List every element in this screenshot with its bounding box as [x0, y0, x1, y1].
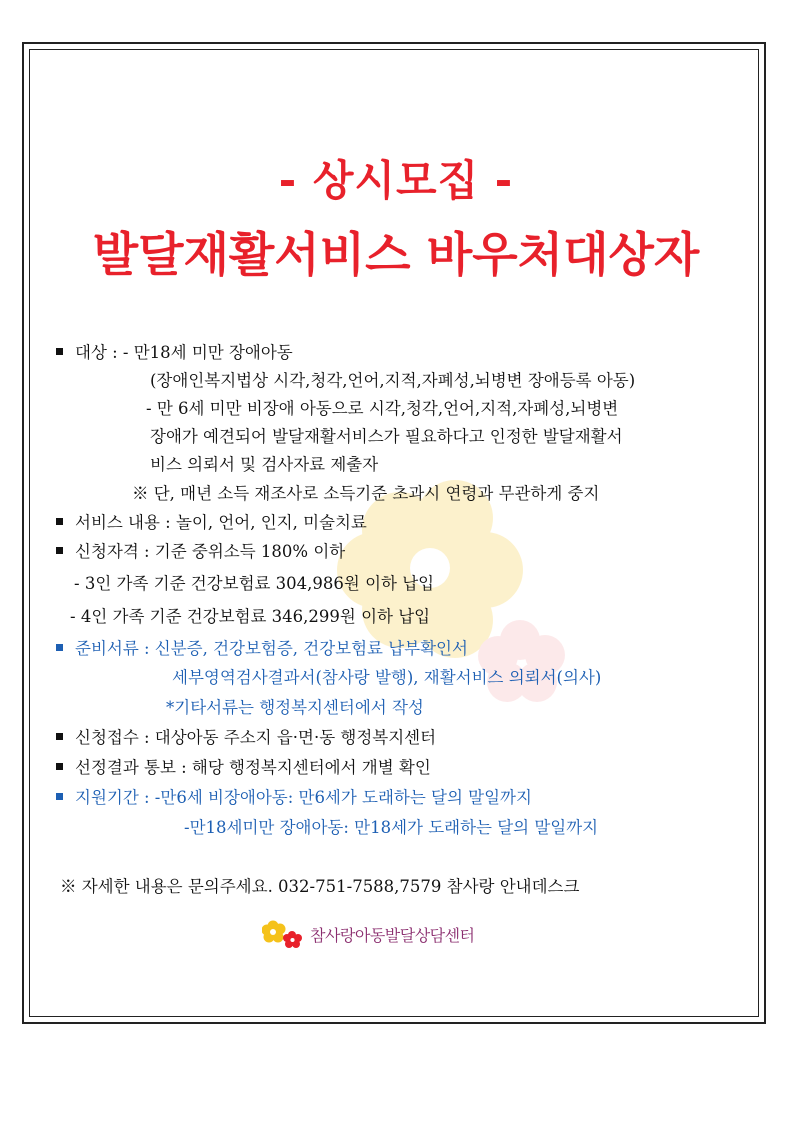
target-sub1: (장애인복지법상 시각,청각,언어,지적,자폐성,뇌병변 장애등록 아동) [150, 371, 636, 390]
target-note: ※ 단, 매년 소득 재조사로 소득기준 초과시 연령과 무관하게 중지 [132, 484, 600, 503]
bullet-icon [56, 793, 63, 800]
flower-logo-icon [262, 919, 306, 949]
target-sub2c: 비스 의뢰서 및 검사자료 제출자 [150, 455, 379, 474]
eligibility-item: 신청자격 : 기준 중위소득 180% 이하 [56, 540, 345, 564]
documents-sub2: *기타서류는 행정복지센터에서 작성 [166, 698, 424, 717]
period-sub: -만18세미만 장애아동: 만18세가 도래하는 달의 말일까지 [184, 818, 599, 837]
documents-sub1: 세부영역검사결과서(참사랑 발행), 재활서비스 의뢰서(의사) [172, 668, 602, 687]
target-sub2a: - 만 6세 미만 비장애 아동으로 시각,청각,언어,지적,자폐성,뇌병변 [146, 399, 619, 418]
bullet-icon [56, 733, 63, 740]
bullet-icon [56, 644, 63, 651]
target-item: 대상 : - 만18세 미만 장애아동 [56, 341, 293, 365]
bullet-icon [56, 518, 63, 525]
bullet-icon [56, 348, 63, 355]
result-item: 선정결과 통보 : 해당 행정복지센터에서 개별 확인 [56, 756, 431, 780]
service-item: 서비스 내용 : 놀이, 언어, 인지, 미술치료 [56, 511, 367, 535]
page-title-line2: 발달재활서비스 바우처대상자 [92, 228, 700, 283]
bullet-icon [56, 547, 63, 554]
eligibility-sub1: - 3인 가족 기준 건강보험료 304,986원 이하 납입 [74, 574, 435, 593]
target-sub2b: 장애가 예견되어 발달재활서비스가 필요하다고 인정한 발달재활서 [150, 427, 623, 446]
page-title-line1: - 상시모집 - [278, 156, 514, 205]
center-logo [262, 919, 475, 949]
contact-notice: ※ 자세한 내용은 문의주세요. 032-751-7588,7579 참사랑 안내데스크 [60, 877, 580, 896]
period-item: 지원기간 : -만6세 비장애아동: 만6세가 도래하는 달의 말일까지 [56, 786, 532, 810]
documents-item: 준비서류 : 신분증, 건강보험증, 건강보험료 납부확인서 [56, 637, 468, 661]
apply-item: 신청접수 : 대상아동 주소지 읍·면·동 행정복지센터 [56, 726, 436, 750]
bullet-icon [56, 763, 63, 770]
eligibility-sub2: - 4인 가족 기준 건강보험료 346,299원 이하 납입 [70, 607, 431, 626]
center-name: 참사랑아동발달상담센터 [310, 925, 475, 945]
